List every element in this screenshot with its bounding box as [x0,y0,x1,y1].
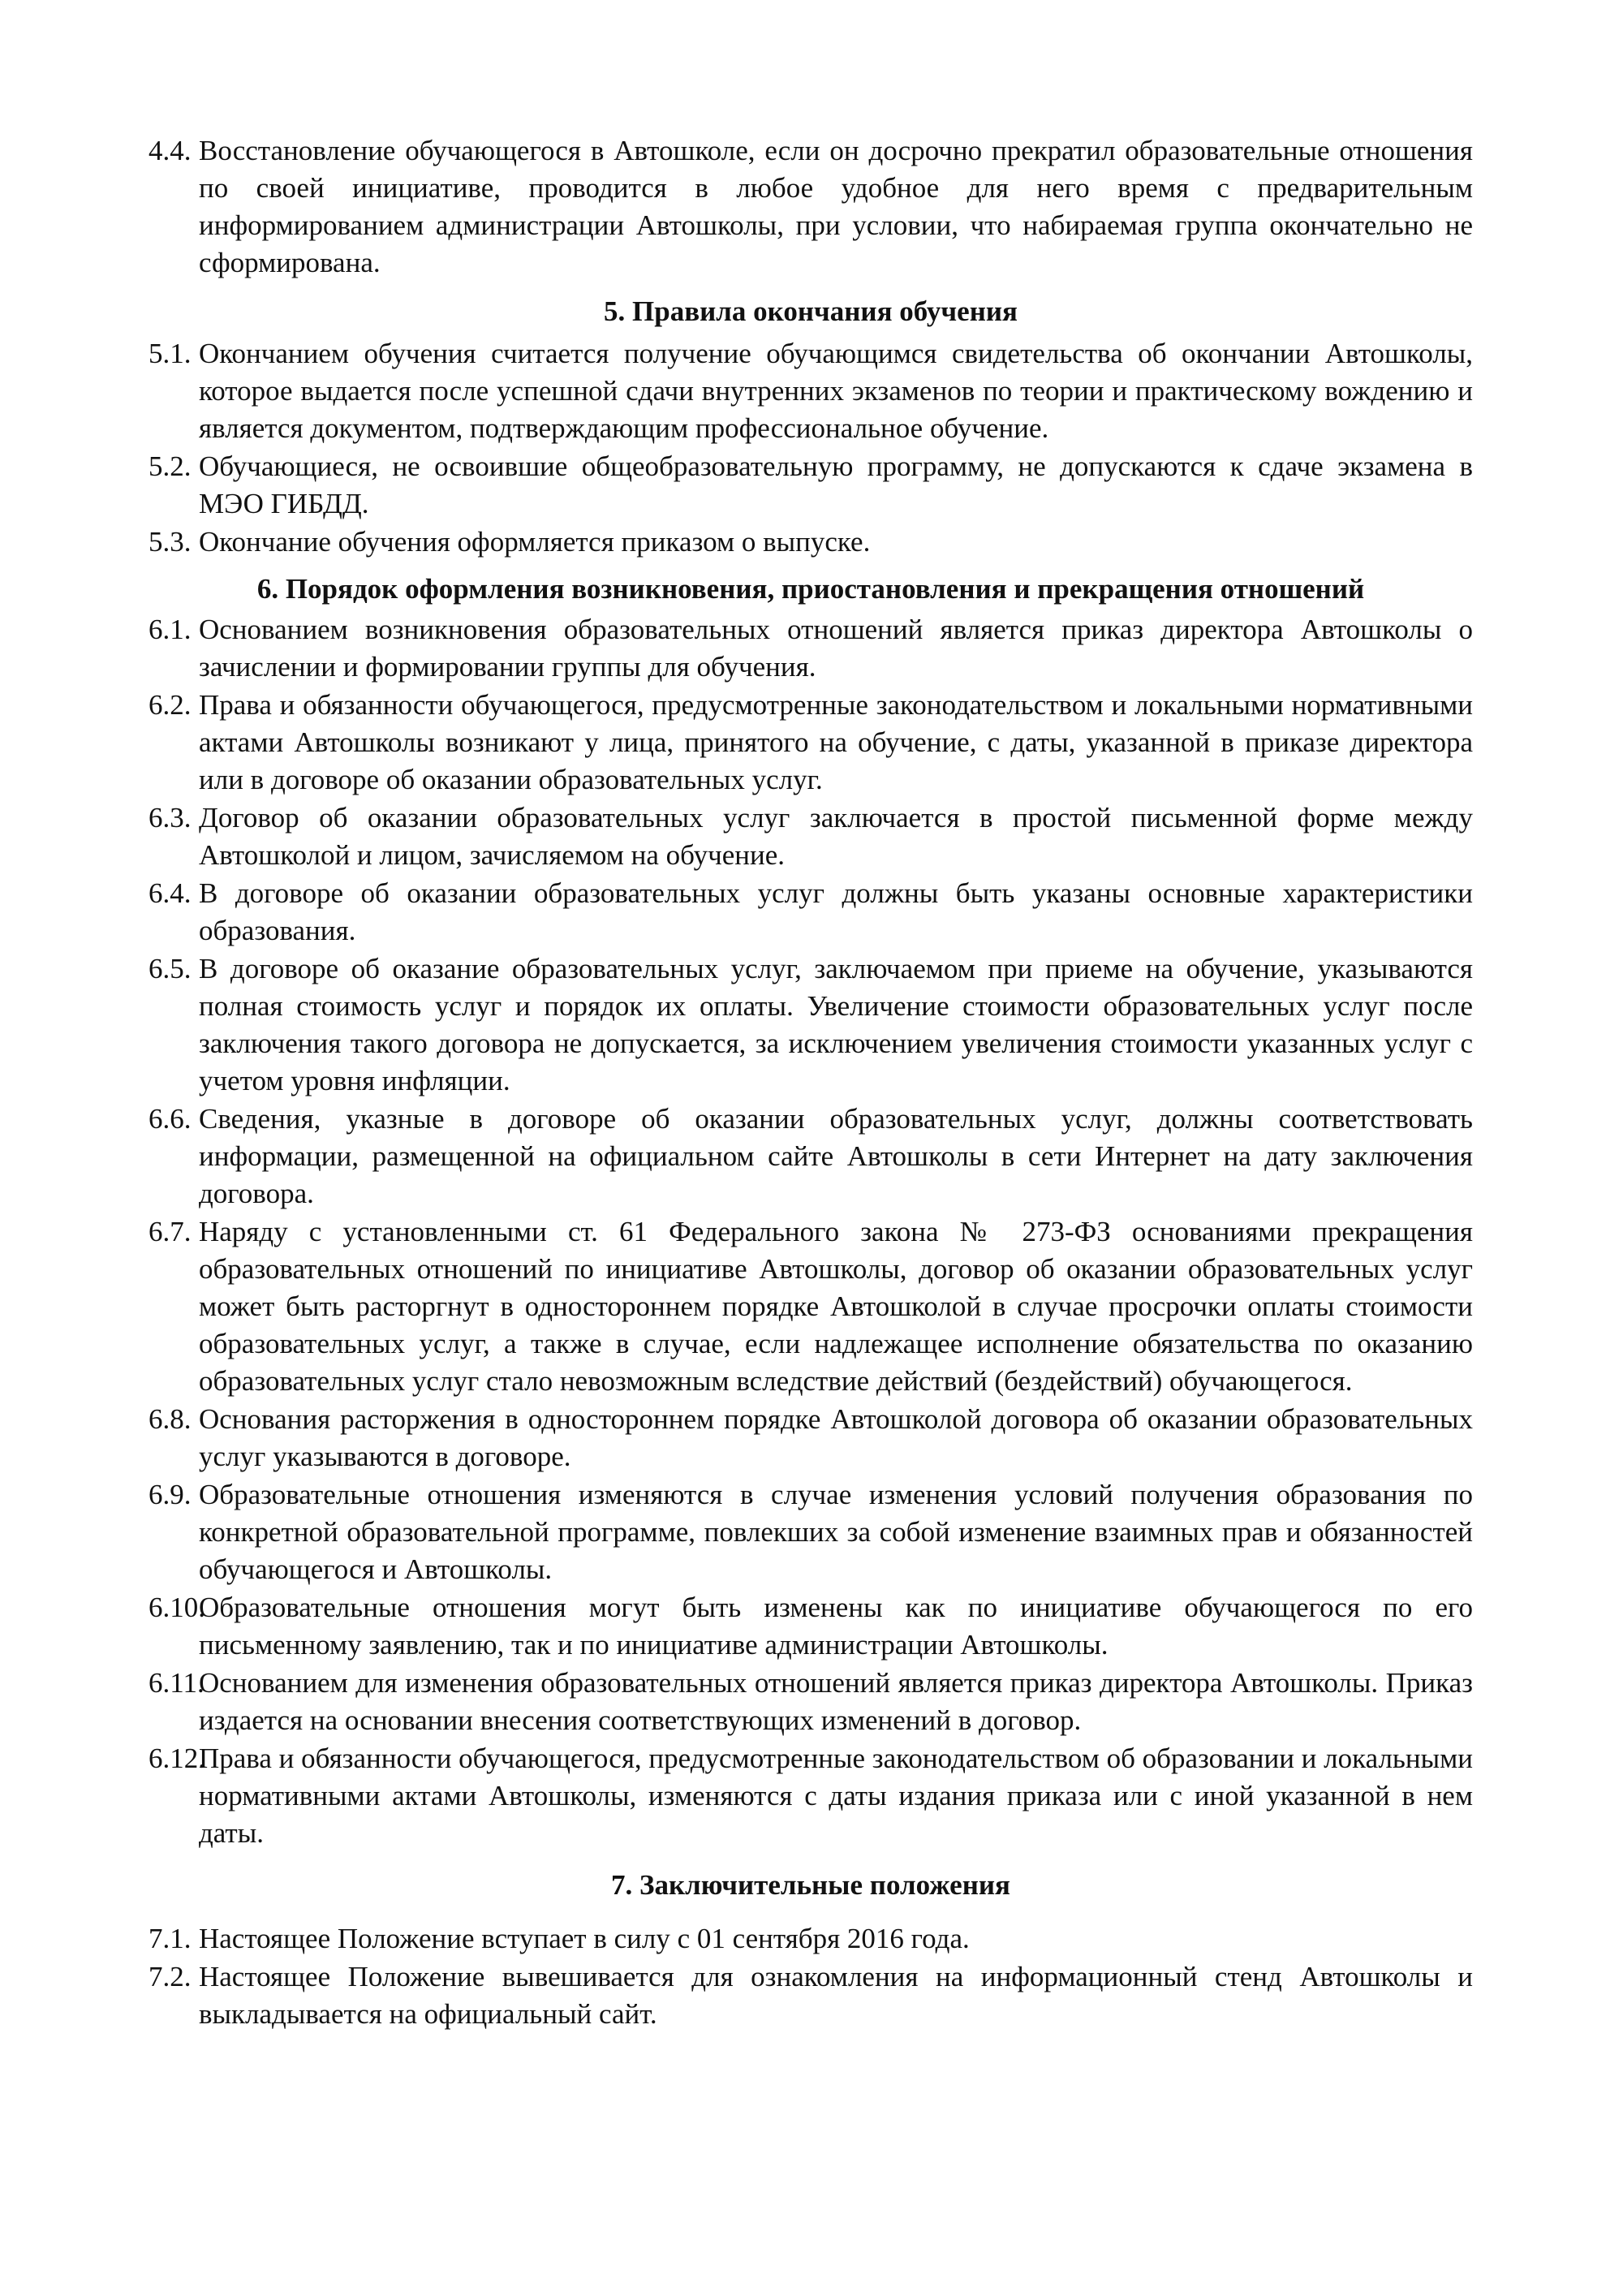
clause-6-1 [149,611,1473,686]
clause-7-2 [149,1958,1473,2033]
clause-6-6 [149,1101,1473,1213]
clause-6-4 [149,875,1473,950]
clause-6-9 [149,1476,1473,1588]
clause-text: Права и обязанности обучающегося, предусмотренные законодательством и локальными нормативными актами Автошколы возникают у лица, принятого на обучение, с даты, указанной в приказе директора или в договоре об оказании образовательных услуг. [199,689,1473,795]
clause-number: 7.2. [149,1961,192,1992]
clause-6-8 [149,1401,1473,1475]
clause-number: 6.3. [149,802,192,834]
clause-6-11 [149,1665,1473,1739]
clause-text: Сведения, указные в договоре об оказании образовательных услуг, должны соответствовать информации, размещенной на официальном сайте Автошколы в сети Интернет на дату заключения договора. [199,1103,1473,1209]
clause-number: 6.11. [149,1667,204,1699]
clause-number: 7.1. [149,1923,192,1954]
clause-number: 6.8. [149,1403,192,1435]
clause-number: 6.7. [149,1216,192,1247]
clause-6-10 [149,1589,1473,1664]
clause-number: 6.1. [149,614,192,645]
clause-5-2 [149,448,1473,523]
clause-text: Восстановление обучающегося в Автошколе, если он досрочно прекратил образовательные отношения по своей инициативе, проводится в любое удобное для него время с предварительным информированием администрации Автошколы, при условии, что набираемая группа окончательно не сформирована. [199,135,1473,278]
clause-number: 6.10. [149,1592,205,1623]
clause-text: Настоящее Положение вступает в силу с 01 сентября 2016 года. [199,1923,970,1954]
clause-number: 6.12. [149,1742,205,1774]
clause-number: 6.6. [149,1103,192,1135]
section-7-heading: 7. Заключительные положения [611,1869,1010,1901]
clause-text: Образовательные отношения изменяются в случае изменения условий получения образования по конкретной образовательной программе, повлекших за собой изменение взаимных прав и обязанностей обучающегося и Автошколы. [199,1479,1473,1585]
clause-text: Договор об оказании образовательных услуг заключается в простой письменной форме между Автошколой и лицом, зачисляемом на обучение. [199,802,1473,871]
clause-text: Наряду с установленными ст. 61 Федерального закона № 273-ФЗ основаниями прекращения образовательных отношений по инициативе Автошколы, договор об оказании образовательных услуг может быть расторгнут в одностороннем порядке Автошколой в случае просрочки оплаты стоимости образовательных услуг, а также в случае, если надлежащее исполнение обязательства по оказанию образовательных услуг стало невозможным вследствие действий (бездействий) обучающегося. [199,1216,1473,1397]
clause-text: Основания расторжения в одностороннем порядке Автошколой договора об оказании образовательных услуг указываются в договоре. [199,1403,1473,1472]
clause-7-1 [149,1920,1473,1958]
clause-text: Основанием возникновения образовательных отношений является приказ директора Автошколы о зачислении и формировании группы для обучения. [199,614,1473,683]
section-6-heading: 6. Порядок оформления возникновения, приостановления и прекращения отношений [256,573,1365,605]
clause-text: В договоре об оказание образовательных услуг, заключаемом при приеме на обучение, указываются полная стоимость услуг и порядок их оплаты. Увеличение стоимости образовательных услуг после заключения такого договора не допускается, за исключением увеличения стоимости указанных услуг с учетом уровня инфляции. [199,953,1473,1096]
clause-text: Окончанием обучения считается получение обучающимся свидетельства об окончании Автошколы, которое выдается после успешной сдачи внутренних экзаменов по теории и практическому вождению и является документом, подтверждающим профессиональное обучение. [199,338,1473,444]
clause-text: Образовательные отношения могут быть изменены как по инициативе обучающегося по его письменному заявлению, так и по инициативе администрации Автошколы. [199,1592,1473,1661]
clause-6-2 [149,687,1473,799]
clause-number: 5.2. [149,450,192,482]
clause-number: 4.4. [149,135,192,166]
clause-number: 5.1. [149,338,192,369]
clause-4-4 [149,132,1473,282]
clause-6-3 [149,799,1473,874]
clause-number: 6.5. [149,953,192,984]
clause-number: 6.4. [149,877,192,909]
clause-text: Основанием для изменения образовательных отношений является приказ директора Автошколы. Приказ издается на основании внесения соответствующих изменений в договор. [199,1667,1473,1736]
section-5-heading: 5. Правила окончания обучения [604,295,1018,327]
clause-text: Права и обязанности обучающегося, предусмотренные законодательством об образовании и локальными нормативными актами Автошколы, изменяются с даты издания приказа или с иной указанной в нем даты. [199,1742,1473,1849]
clause-5-3 [149,523,1473,561]
clause-text: Окончание обучения оформляется приказом о выпуске. [199,526,871,558]
clause-number: 6.2. [149,689,192,721]
clause-6-7 [149,1213,1473,1400]
clause-6-12 [149,1740,1473,1852]
document-page [149,132,1473,2034]
clause-5-1 [149,335,1473,447]
clause-text: Настоящее Положение вывешивается для ознакомления на информационный стенд Автошколы и выкладывается на официальный сайт. [199,1961,1473,2030]
clause-number: 5.3. [149,526,192,558]
clause-text: Обучающиеся, не освоившие общеобразовательную программу, не допускаются к сдаче экзамена в МЭО ГИБДД. [199,450,1473,519]
clause-number: 6.9. [149,1479,192,1510]
clause-6-5 [149,950,1473,1100]
clause-text: В договоре об оказании образовательных услуг должны быть указаны основные характеристики образования. [199,877,1473,946]
